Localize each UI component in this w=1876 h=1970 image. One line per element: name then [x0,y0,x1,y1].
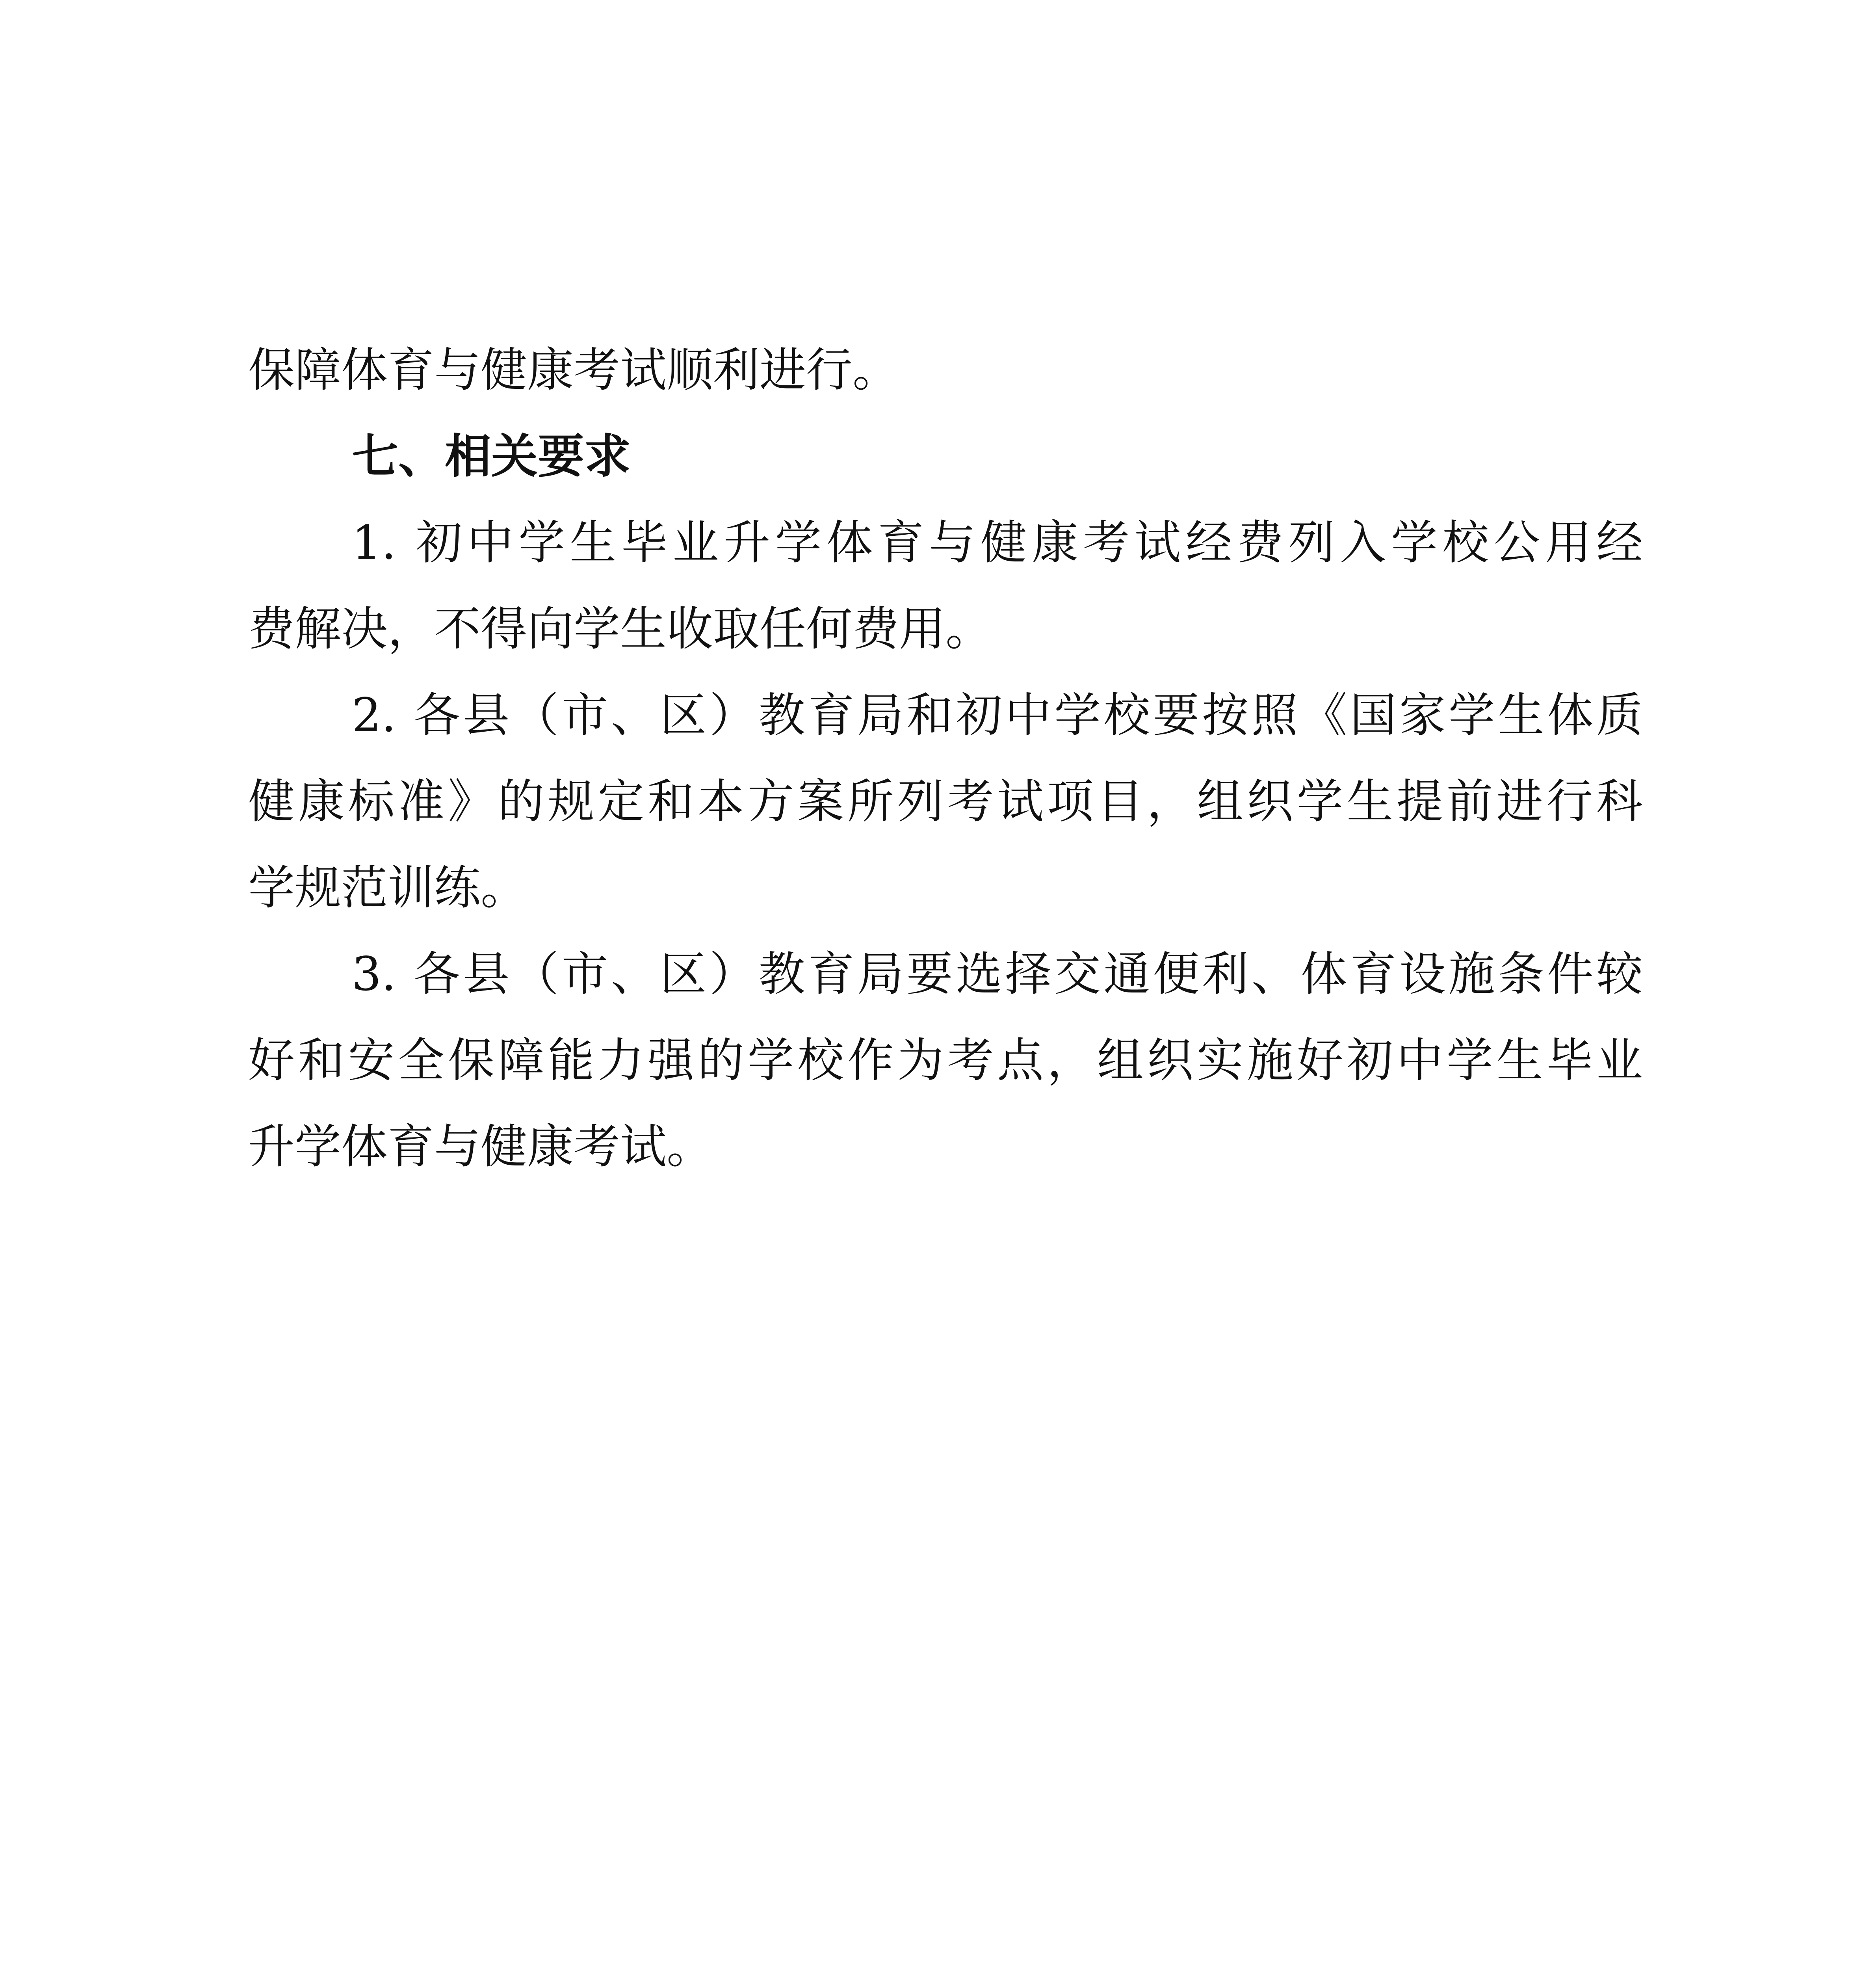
section-heading: 七、相关要求 [352,429,631,483]
item2-line-1: 2. 各县（市、区）教育局和初中学校要按照《国家学生体质 [352,688,1643,742]
item3-line-1: 3. 各县（市、区）教育局要选择交通便利、体育设施条件较 [352,947,1643,1001]
item1-line-2: 费解决，不得向学生收取任何费用。 [248,602,992,656]
item3-line-3: 升学体育与健康考试。 [248,1119,713,1174]
carryover-line-1: 保障体育与健康考试顺利进行。 [248,343,899,397]
item2-line-3: 学规范训练。 [248,860,528,915]
item1-line-1: 1. 初中学生毕业升学体育与健康考试经费列入学校公用经 [352,515,1643,570]
item2-line-2: 健康标准》的规定和本方案所列考试项目，组织学生提前进行科 [248,774,1643,829]
item3-line-2: 好和安全保障能力强的学校作为考点，组织实施好初中学生毕业 [248,1033,1643,1087]
body-text [248,327,1643,1190]
